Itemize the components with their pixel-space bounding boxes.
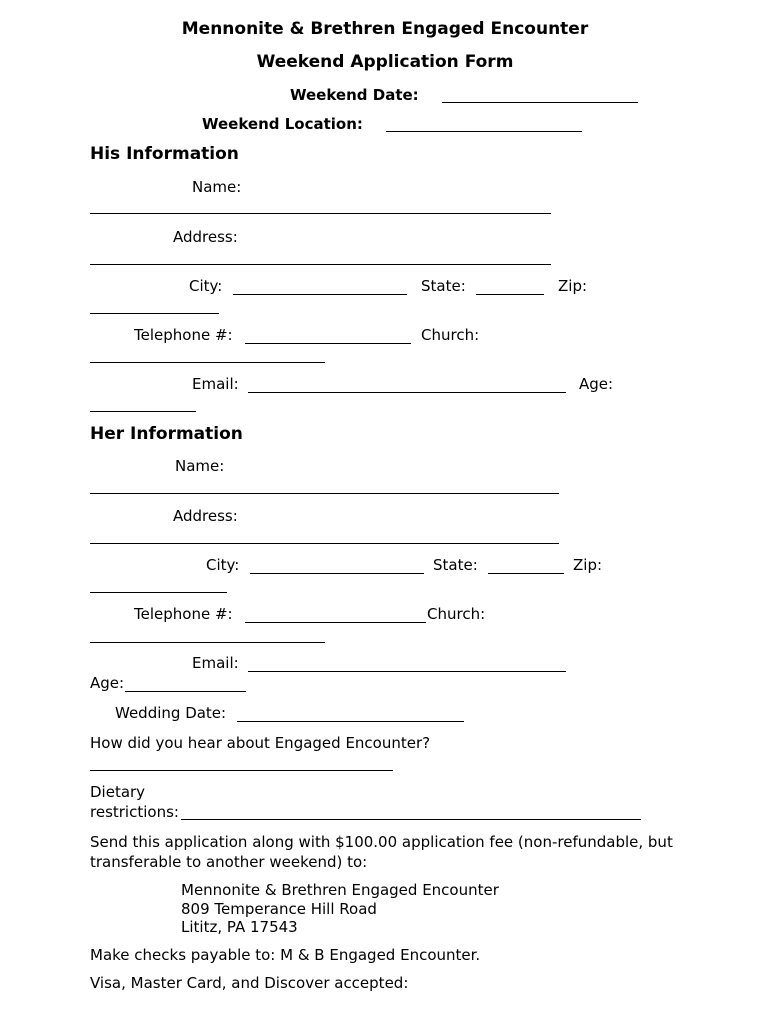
her-zip-field[interactable] — [90, 576, 227, 593]
her-age-label: Age: — [90, 674, 125, 692]
her-address-field[interactable] — [90, 527, 559, 544]
dietary-label-line2: restrictions: — [90, 803, 179, 821]
her-address-label: Address: — [173, 507, 238, 525]
his-information-heading: His Information — [90, 144, 239, 164]
his-city-label: City: — [189, 277, 223, 295]
his-age-field[interactable] — [90, 395, 196, 412]
her-church-field[interactable] — [90, 626, 325, 643]
checks-payable-text: Make checks payable to: M & B Engaged Encounter. — [90, 946, 481, 964]
weekend-location-field[interactable] — [386, 115, 582, 132]
weekend-date-label: Weekend Date: — [290, 86, 419, 104]
her-name-label: Name: — [175, 457, 225, 475]
her-email-label: Email: — [192, 654, 239, 672]
hear-about-label: How did you hear about Engaged Encounter? — [90, 734, 431, 752]
his-telephone-field[interactable] — [245, 327, 411, 344]
wedding-date-label: Wedding Date: — [115, 704, 227, 722]
her-age-field[interactable] — [125, 675, 246, 692]
her-city-field[interactable] — [250, 557, 424, 574]
her-church-label: Church: — [427, 605, 486, 623]
her-email-field[interactable] — [248, 655, 566, 672]
her-state-field[interactable] — [488, 557, 564, 574]
his-state-label: State: — [421, 277, 466, 295]
mailing-address-line3: Lititz, PA 17543 — [181, 918, 298, 936]
his-name-label: Name: — [192, 178, 242, 196]
his-age-label: Age: — [579, 375, 614, 393]
her-telephone-field[interactable] — [245, 606, 426, 623]
her-telephone-label: Telephone #: — [134, 605, 233, 623]
his-state-field[interactable] — [476, 278, 544, 295]
his-church-label: Church: — [421, 326, 480, 344]
org-title: Mennonite & Brethren Engaged Encounter — [181, 19, 589, 39]
send-instructions: Send this application along with $100.00 application fee (non-refundable, but transferable to another weekend) to: — [90, 833, 673, 871]
her-information-heading: Her Information — [90, 424, 243, 444]
mailing-address — [181, 881, 499, 937]
his-telephone-label: Telephone #: — [134, 326, 233, 344]
wedding-date-field[interactable] — [237, 705, 464, 722]
dietary-label-line1: Dietary — [90, 783, 146, 801]
her-name-field[interactable] — [90, 477, 559, 494]
his-name-field[interactable] — [90, 197, 551, 214]
her-state-label: State: — [433, 556, 478, 574]
mailing-address-line1: Mennonite & Brethren Engaged Encounter — [181, 881, 499, 899]
his-city-field[interactable] — [233, 278, 407, 295]
dietary-restrictions-field[interactable] — [181, 803, 641, 820]
weekend-location-label: Weekend Location: — [202, 115, 363, 133]
his-zip-field[interactable] — [90, 297, 219, 314]
her-zip-label: Zip: — [573, 556, 603, 574]
form-title: Weekend Application Form — [256, 52, 514, 72]
his-address-field[interactable] — [90, 248, 551, 265]
hear-about-field[interactable] — [90, 754, 393, 771]
cards-accepted-text: Visa, Master Card, and Discover accepted: — [90, 974, 409, 992]
his-email-label: Email: — [192, 375, 239, 393]
his-church-field[interactable] — [90, 346, 325, 363]
his-address-label: Address: — [173, 228, 238, 246]
his-zip-label: Zip: — [558, 277, 588, 295]
weekend-date-field[interactable] — [442, 86, 638, 103]
her-city-label: City: — [206, 556, 240, 574]
his-email-field[interactable] — [248, 376, 566, 393]
mailing-address-line2: 809 Temperance Hill Road — [181, 899, 377, 918]
